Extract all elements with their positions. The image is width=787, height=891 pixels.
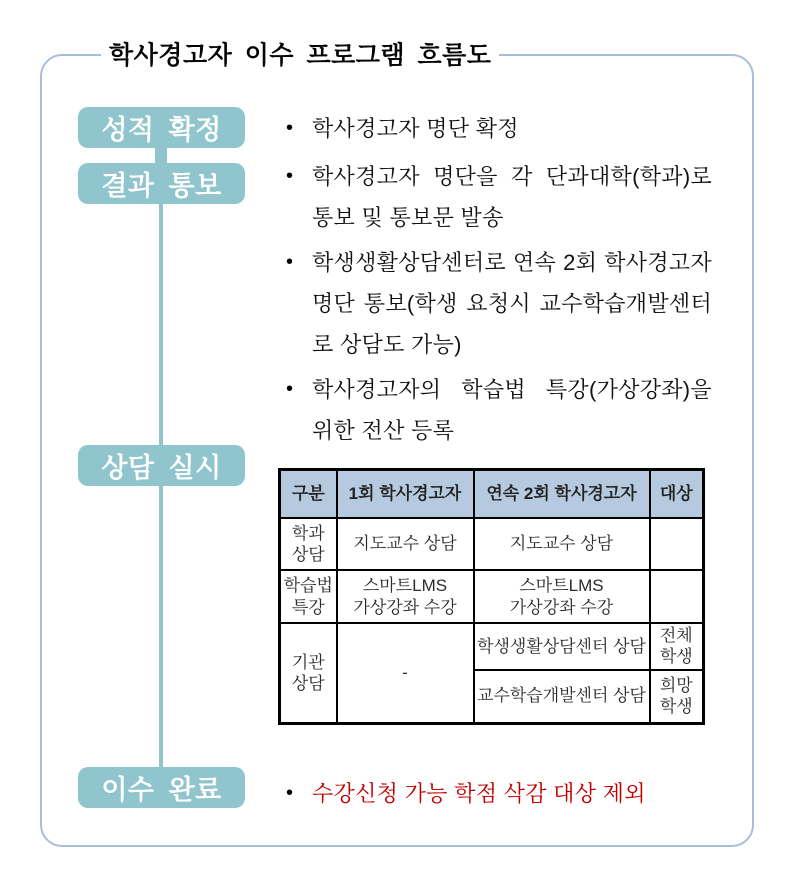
counseling-table-container (278, 468, 705, 725)
counseling-table (278, 468, 705, 725)
note-text: 학사경고자 명단을 각 단과대학(학과)로 통보 및 통보문 발송 (312, 164, 712, 230)
step-counseling: 상담 실시 (78, 445, 245, 486)
table-row (280, 570, 704, 623)
table-row (280, 518, 704, 570)
cell-target (650, 518, 704, 570)
header-target: 대상 (650, 470, 704, 519)
cell-first-warning: 스마트LMS 가상강좌 수강 (337, 570, 474, 623)
cell-target: 전체 학생 (650, 623, 704, 670)
step-result-notice: 결과 통보 (78, 163, 245, 204)
cell-second-warning: 학생생활상담센터 상담 (474, 623, 650, 670)
cell-second-warning: 교수학습개발센터 상담 (474, 670, 650, 724)
step-grade-confirm: 성적 확정 (78, 107, 245, 148)
notes-result-notice (286, 156, 712, 455)
cell-category: 학습법 특강 (280, 570, 337, 623)
flow-connector-bottom (159, 484, 163, 770)
notes-grade-confirm (286, 112, 712, 145)
bullet-icon: • (286, 117, 294, 139)
cell-second-warning: 지도교수 상담 (474, 518, 650, 570)
step-completion: 이수 완료 (78, 767, 245, 808)
page-title: 학사경고자 이수 프로그램 흐름도 (101, 35, 499, 71)
note-item (286, 112, 712, 145)
cell-category: 학과 상담 (280, 518, 337, 570)
cell-category: 기관 상담 (280, 623, 337, 723)
notes-completion (286, 777, 746, 810)
header-second-warning: 연속 2회 학사경고자 (474, 470, 650, 519)
note-item (286, 242, 712, 365)
cell-target (650, 570, 704, 623)
table-row (280, 623, 704, 670)
bullet-icon: • (286, 251, 294, 273)
note-text: 학생생활상담센터로 연속 2회 학사경고자 명단 통보(학생 요청시 교수학습개발센터로 상담도 가능) (312, 250, 712, 357)
table-header-row (280, 470, 704, 519)
note-item (286, 777, 746, 810)
header-first-warning: 1회 학사경고자 (337, 470, 474, 519)
cell-target: 희망 학생 (650, 670, 704, 724)
note-item (286, 156, 712, 238)
bullet-icon: • (286, 782, 294, 804)
header-category: 구분 (280, 470, 337, 519)
note-item (286, 369, 712, 451)
note-text: 학사경고자의 학습법 특강(가상강좌)을 위한 전산 등록 (312, 377, 712, 443)
bullet-icon: • (286, 165, 294, 187)
note-text-highlight: 수강신청 가능 학점 삭감 대상 제외 (312, 781, 646, 806)
cell-first-warning: 지도교수 상담 (337, 518, 474, 570)
cell-first-warning: - (337, 623, 474, 723)
flow-connector-middle (159, 202, 163, 448)
note-text: 학사경고자 명단 확정 (312, 116, 519, 141)
cell-second-warning: 스마트LMS 가상강좌 수강 (474, 570, 650, 623)
bullet-icon: • (286, 378, 294, 400)
